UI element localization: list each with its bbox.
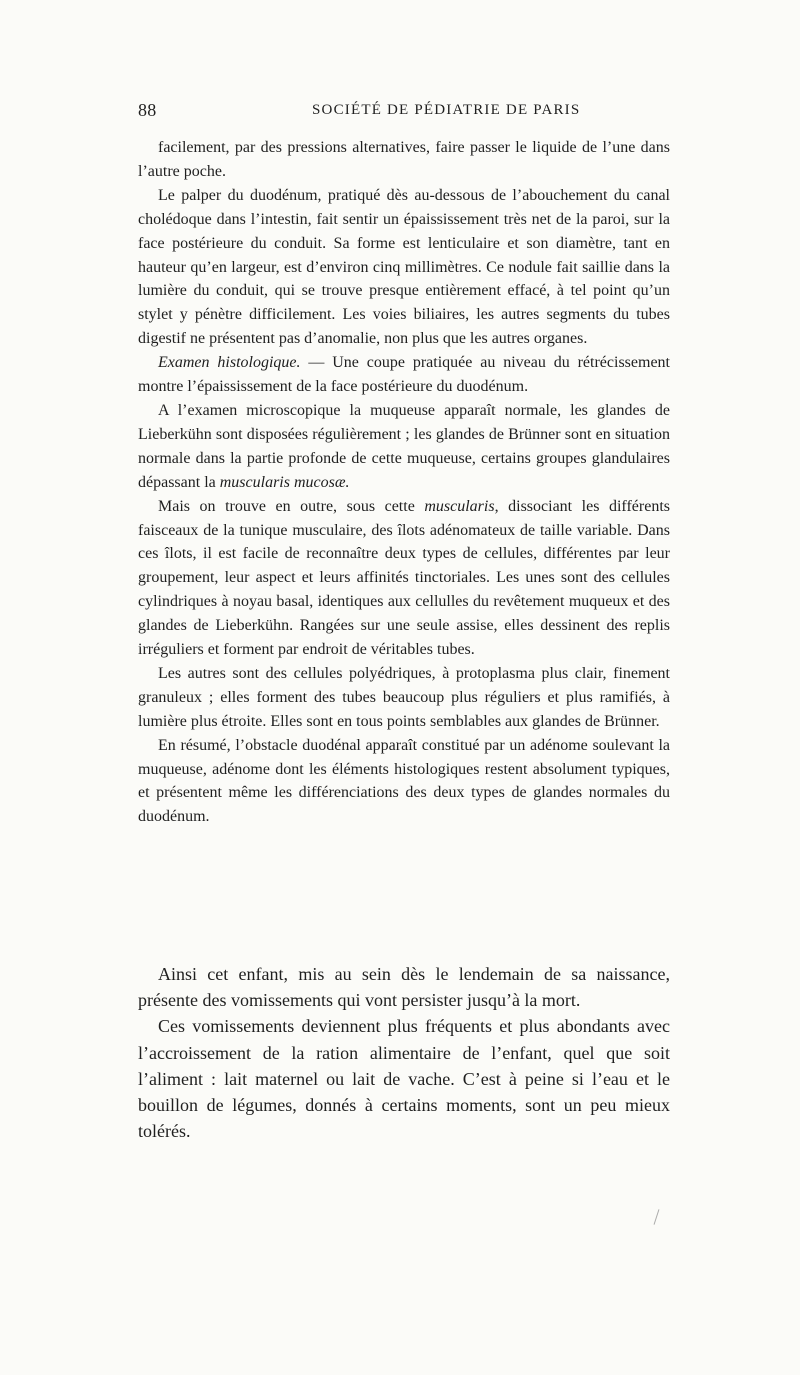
page-header (138, 88, 670, 124)
paragraph-5-start: Mais on trouve en outre, sous cette (158, 497, 425, 515)
paragraph-2: Le palper du duodénum, pratiqué dès au-dessous de l’abouchement du canal cholédoque dans l’intestin, fait sentir un épaississement très net de la paroi, sur la face postérieure du conduit. Sa forme est lenticulaire et son diamètre, tant en hauteur qu’en largeur, est d’environ cinq millimètres. Ce nodule fait saillie dans la lumière du conduit, qui se trouve presque entièrement effacé, à tel point qu’un stylet y pénètre difficilement. Les voies biliaires, les autres segments du tubes digestif ne présentent pas d’anomalie, non plus que les autres organes. (138, 186, 670, 348)
scan-mark-icon (654, 1209, 660, 1225)
large-paragraph-2: Ces vomissements deviennent plus fréquents et plus abondants avec l’accroissement de la ration alimentaire de l’enfant, quel que soit l’aliment : lait maternel ou lait de vache. C’est à peine si l’eau et le bouillon de légumes, donnés à certains moments, sont un peu mieux tolérés. (138, 1016, 670, 1142)
main-text-small (138, 136, 670, 829)
section-heading: Examen histologique. (158, 354, 301, 372)
paragraph-3 (138, 351, 670, 399)
paragraph-4-italic: muscularis mucosæ. (219, 473, 350, 491)
paragraph-4-text: A l’examen microscopique la muqueuse apparaît normale, les glandes de Lieberkühn sont disposées régulièrement ; les glandes de Brünner sont en situation normale dans la partie profonde de cette muqueuse, certains groupes glandulaires dépassant la (138, 401, 670, 491)
paragraph-5 (138, 495, 670, 662)
large-paragraph-1: Ainsi cet enfant, mis au sein dès le lendemain de sa naissance, présente des vomissements qui vont persister jusqu’à la mort. (138, 964, 670, 1011)
paragraph-7: En résumé, l’obstacle duodénal apparaît constitué par un adénome soulevant la muqueuse, adénome dont les éléments histologiques restent absolument typiques, et présentent même les différenciations des deux types de glandes normales du duodénum. (138, 736, 670, 826)
paragraph-1: facilement, par des pressions alternatives, faire passer le liquide de l’une dans l’autre poche. (138, 139, 670, 180)
paragraph-6: Les autres sont des cellules polyédriques, à protoplasma plus clair, finement granuleux ; elles forment des tubes beaucoup plus réguliers et plus ramifiés, à lumière plus étroite. Elles sont en tous points semblables aux glandes de Brünner. (138, 664, 670, 730)
paragraph-3-text: — Une coupe pratiquée au niveau du rétrécissement montre l’épaississement de la face postérieure du duodénum. (138, 354, 671, 396)
running-title: SOCIÉTÉ DE PÉDIATRIE DE PARIS (312, 102, 581, 118)
paragraph-5-italic: muscularis (424, 497, 495, 515)
paragraph-5-rest: , dissociant les différents faisceaux de la tunique musculaire, des îlots adénomateux de taille variable. Dans ces îlots, il est facile de reconnaître deux types de cellules, différentes par leur groupement, leur aspect et leurs affinités tinctoriales. Les unes sont des cellules cylindriques à noyau basal, identiques aux cellulles du revêtement muqueux et des glandes de Lieberkühn. Rangées sur une seule assise, elles dessinent des replis irréguliers et forment par endroit de véritables tubes. (138, 497, 671, 659)
main-text-large (138, 961, 670, 1144)
page-number: 88 (138, 100, 157, 120)
paragraph-4 (138, 399, 670, 495)
